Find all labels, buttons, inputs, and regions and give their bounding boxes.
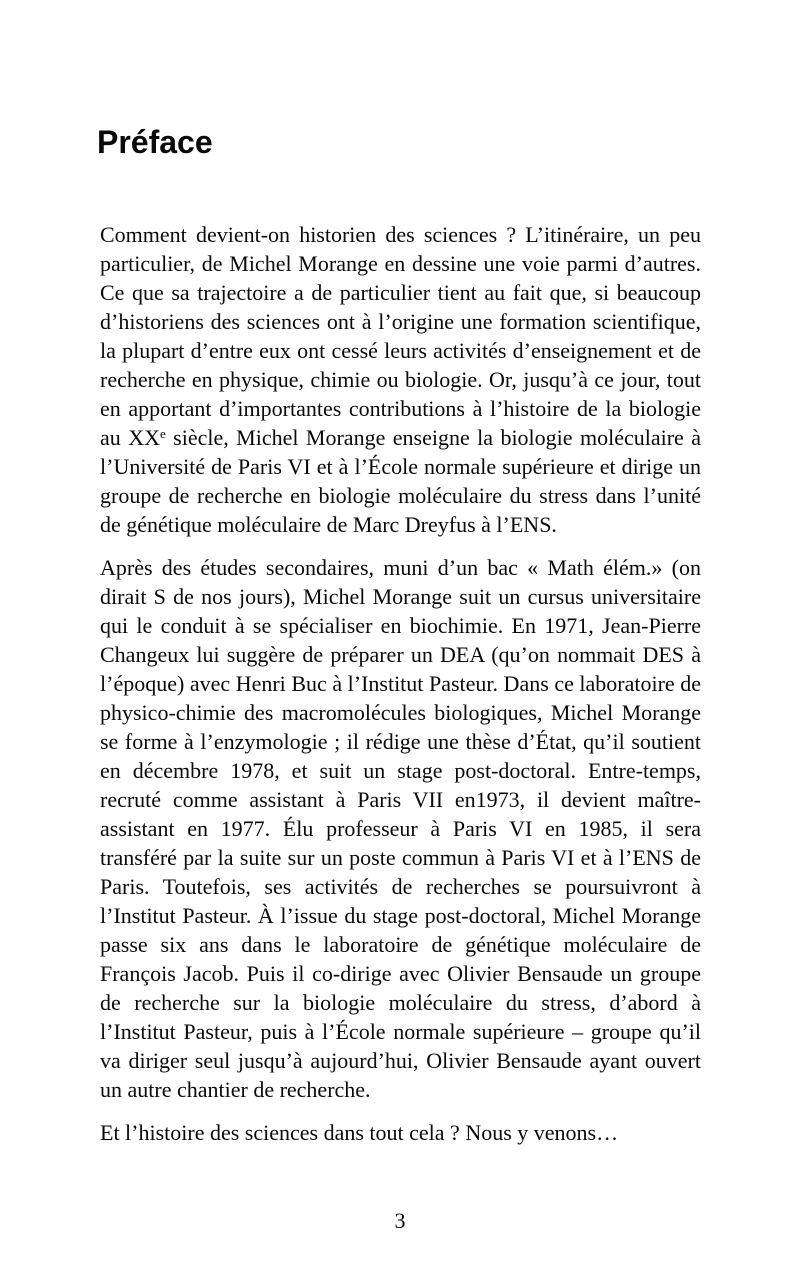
paragraph-1	[100, 220, 701, 539]
century-superscript: e	[159, 426, 166, 441]
page-number: 3	[394, 1208, 406, 1233]
preface-body	[100, 220, 701, 1147]
paragraph-1-text: Comment devient-on historien des sciences ? L’itinéraire, un peu particulier, de Michel Morange en dessine une voie parmi d’autres. Ce que sa trajectoire a de particulier tient au fait que, si beaucoup d’historiens des sciences ont à l’origine une formation scientifique, la plupart d’entre eux ont cessé leurs activités d’enseignement et de recherche en physique, chimie ou biologie. Or, jusqu’à ce jour, tout en apportant d’importantes contributions à l’histoire de la biologie au XX	[100, 222, 701, 450]
paragraph-1-text-continued: siècle, Michel Morange enseigne la biologie moléculaire à l’Université de Paris VI et à l’École normale supérieure et dirige un groupe de recherche en biologie moléculaire du stress dans l’unité de génétique moléculaire de Marc Dreyfus à l’ENS.	[100, 425, 701, 537]
paragraph-3: Et l’histoire des sciences dans tout cela ? Nous y venons…	[100, 1120, 619, 1145]
paragraph-2: Après des études secondaires, muni d’un bac « Math élém.» (on dirait S de nos jours), Michel Morange suit un cursus universitaire qui le conduit à se spécialiser en biochimie. En 1971, Jean-Pierre Changeux lui suggère de préparer un DEA (qu’on nommait DES à l’époque) avec Henri Buc à l’Institut Pasteur. Dans ce laboratoire de physico-chimie des macromolécules biologiques, Michel Morange se forme à l’enzymologie ; il rédige une thèse d’État, qu’il soutient en décembre 1978, et suit un stage post-doctoral. Entre-temps, recruté comme assistant à Paris VII en1973, il devient maître-assistant en 1977. Élu professeur à Paris VI en 1985, il sera transféré par la suite sur un poste commun à Paris VI et à l’ENS de Paris. Toutefois, ses activités de recherches se poursuivront à l’Institut Pasteur. À l’issue du stage post-doctoral, Michel Morange passe six ans dans le laboratoire de génétique moléculaire de François Jacob. Puis il co-dirige avec Olivier Bensaude un groupe de recherche sur la biologie moléculaire du stress, d’abord à l’Institut Pasteur, puis à l’École normale supérieure – groupe qu’il va diriger seul jusqu’à aujourd’hui, Olivier Bensaude ayant ouvert un autre chantier de recherche.	[100, 555, 701, 1102]
page-title: Préface	[97, 124, 213, 160]
